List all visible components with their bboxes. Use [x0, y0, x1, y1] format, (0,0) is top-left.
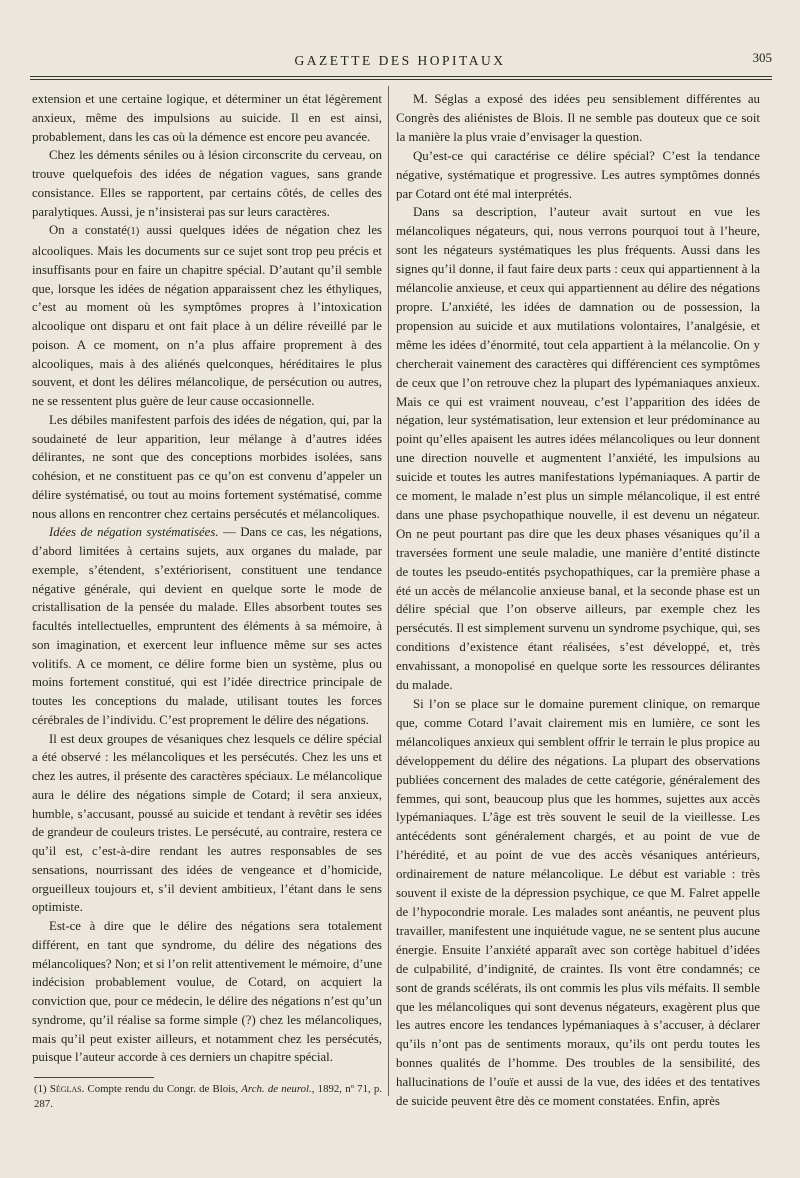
paragraph: extension et une certaine logique, et déterminer un état légèrement anxieux, même des impulsions au suicide. Il en est ainsi, probablement, dans les cas où la démence est encore peu avancée.	[32, 92, 382, 144]
column-divider	[388, 86, 389, 1096]
footnote-number: (1)	[34, 1083, 50, 1095]
paragraph-text: — Dans ce cas, les négations, d’abord limitées à certains sujets, aux organes du malade, par exemple, s’étendent, s’extériorisent, constituent une tendance négative générale, qui devient en quelque sorte le mode de cristallisation de la pensée du malade. Elles absorbent toutes ses facultés intellectuelles, empruntent des éléments à sa mémoire, à son imagination, et exercent leur influence même sur ses actes volitifs. A ce moment, ce délire forme bien un système, plus ou moins fortement constitué, qui est l’idée directrice principale de toutes les conceptions du malade, utilisant toutes les forces cérébrales de l’individu. C’est proprement le délire des négations.	[32, 525, 382, 727]
paragraph: Qu’est-ce qui caractérise ce délire spécial? C’est la tendance négative, systématique et progressive. Les autres symptômes donnés par Cotard ont été mal interprétés.	[396, 148, 760, 201]
paragraph: Chez les déments séniles ou à lésion circonscrite du cerveau, on trouve quelquefois des idées de négation vagues, sans grande consistance. Elles se rapportent, par certains côtés, de celles des paralytiques. Aussi, je n’insisterai pas sur leurs caractères.	[32, 148, 382, 219]
running-title: GAZETTE DES HOPITAUX	[294, 53, 506, 68]
paragraph-text: On a constaté	[49, 223, 127, 238]
section-heading: Idées de négation systématisées.	[49, 525, 219, 540]
paragraph: Les débiles manifestent parfois des idées de négation, qui, par la soudaineté de leur apparition, leur mélange à d’autres idées délirantes, ne sont que des conceptions morbides isolées, sans cohésion, et ne constituent pas ce qu’on est convenu d’appeler un délire systématisé, ou tout au moins fortement systématisé, comme nous allons en rencontrer chez certains persécutés et mélancoliques.	[32, 412, 382, 521]
paragraph: Il est deux groupes de vésaniques chez lesquels ce délire spécial a été observé : les mélancoliques et les persécutés. Chez les uns et chez les autres, il présente des caractères spéciaux. Le mélancolique aura le délire des négations simple de Cotard; il sera anxieux, humble, s’accusant, poussé au suicide et tendant à revêtir ses idées de grandeur de couleurs tristes. Le persécuté, au contraire, restera ce qu’il est, c’est-à-dire rendant les autres responsables de ses sensations, nourrissant des idées de vengeance et d’homicide, orgueilleux toujours et, s’il devient ambitieux, l’étant dans le sens optimiste.	[32, 731, 382, 915]
footnote-text: , 1892, nº 71, p. 287.	[34, 1083, 382, 1110]
footnote	[34, 1082, 382, 1112]
page-header	[28, 50, 772, 74]
page-number: 305	[752, 50, 772, 65]
paragraph: Est-ce à dire que le délire des négations sera totalement différent, en tant que syndrome, du délire des négations des mélancoliques? Non; et si l’on relit attentivement le mémoire, d’une indécision probablement voulue, de Cotard, on acquiert la conviction que, pour ce médecin, le délire des négations n’est qu’un syndrome, qu’il réalise sa forme simple (?) chez les mélancoliques, mais qu’il peut exister ailleurs, et notamment chez les persécutés, puisque l’auteur accorde à ces derniers un chapitre spécial.	[32, 919, 382, 1065]
footnote-reference: (1)	[126, 226, 140, 238]
paragraph	[32, 221, 382, 411]
paragraph	[32, 523, 382, 729]
footnote-rule	[34, 1077, 154, 1078]
paragraph: Dans sa description, l’auteur avait surtout en vue les mélancoliques négateurs, qui, nous verrons pourquoi tout à l’heure, sont les négateurs systématiques les plus fréquents. Aussi dans les signes qu’il donne, il faut faire deux parts : ceux qui appartiennent à la mélancolie anxieuse, et ceux qui appartiennent au délire des négations propre. L’anxiété, les idées de damnation ou de possession, la propension au suicide et aux mutilations volontaires, l’analgésie, et même les idées d’énormité, tout cela appartient à la mélancolie. On y chercherait vainement des caractères qui différencient ces symptômes de ceux que l’on retrouve chez la plupart des lypémaniaques anxieux. Mais ce qui est vraiment nouveau, c’est l’apparition des idées de négation, leur systématisation, leur extension et leur prédominance au point qu’elles apaisent les autres idées mélancoliques ou leur donnent une direction nouvelle et augmentent l’anxiété, les impulsions au suicide et toutes les autres manifestations lypémaniaques. A partir de ce moment, le malade n’est plus un simple mélancolique, il est entré dans une phase psychopathique nouvelle, il est devenu un négateur. On ne peut pourtant pas dire que les deux phases vésaniques qu’il a traversées forment une seule maladie, une manière d’entité distincte de toutes les pseudo-entités psychopathiques, car la première phase a été un accès de mélancolie anxieuse banal, et la seconde phase est un délire spécial que l’on observe ailleurs, par exemple chez les persécutés. Il est simplement survenu un syndrome psychique, qui, ses conditions d’existence étant réalisées, s’est développé, et, très envahissant, a monopolisé en quelque sorte les ressources délirantes du malade.	[396, 205, 760, 693]
paragraph: M. Séglas a exposé des idées peu sensiblement différentes au Congrès des aliénistes de Blois. Il ne semble pas douteux que ce soit la manière la plus vraie d’envisager la question.	[396, 92, 760, 144]
footnote-journal: Arch. de neurol.	[241, 1083, 312, 1095]
header-rule	[30, 76, 772, 80]
footnote-author: Séglas	[49, 1083, 82, 1095]
paragraph: Si l’on se place sur le domaine purement clinique, on remarque que, comme Cotard l’avait clairement mis en lumière, ce sont les mélancoliques anxieux qui semblent offrir le terrain le plus propice au développement du délire des négations. La plupart des observations publiées concernent des malades de cette catégorie, généralement des femmes, qui sont, beaucoup plus que les hommes, sujettes aux accès lypémaniaques. L’âge est très souvent le seuil de la vieillesse. Les antécédents sont généralement chargés, et au point de vue de l’hérédité, et au point de vue des accès vésaniques antérieurs, ordinairement de nature mélancolique. Le début est variable : très souvent il existe de la dépression psychique, ce que M. Falret appelle de l’hypocondrie morale. Les malades sont anéantis, ne peuvent plus travailler, manifestent une inquiétude vague, ne se sentent plus aucune énergie. Ensuite l’anxiété apparaît avec son cortège habituel d’idées de culpabilité, d’indignité, de craintes. Ils vont être condamnés; ce sont de grands scélérats, ils ont commis les plus vils méfaits. Il semble que les mélancoliques qui sont devenus négateurs, exagèrent plus que les autres encore les tendances lypémaniaques à s’accuser, à déclarer qu’ils n’ont pas de sentiments moraux, qu’ils ont perdu toutes les bonnes qualités de l’homme. Des troubles de la sensibilité, des hallucinations de l’ouïe et aussi de la vue, des idées et des tentatives de suicide peuvent être dès ce moment constatées. Enfin, après	[396, 697, 760, 1109]
footnote-text: . Compte rendu du Congr. de Blois,	[81, 1083, 242, 1095]
right-column	[396, 90, 760, 1111]
left-column	[32, 90, 382, 1067]
paragraph-text: aussi quelques idées de négation chez les alcooliques. Mais les documents sur ce sujet sont trop peu précis et insuffisants pour en faire un chapitre spécial. D’autant qu’il semble que, lorsque les idées de négation apparaissent chez les éthyliques, c’est au moment où les symptômes propres à l’intoxication alcoolique ont disparu et ont fait place à un délire réveillé par le poison. A ce moment, on n’a plus affaire proprement à des alcooliques, mais à des aliénés quelconques, héréditaires le plus souvent, et dont les délires mélancolique, de persécution ou autres, ne se ressentent plus guère de leur cause occasionnelle.	[32, 223, 382, 408]
